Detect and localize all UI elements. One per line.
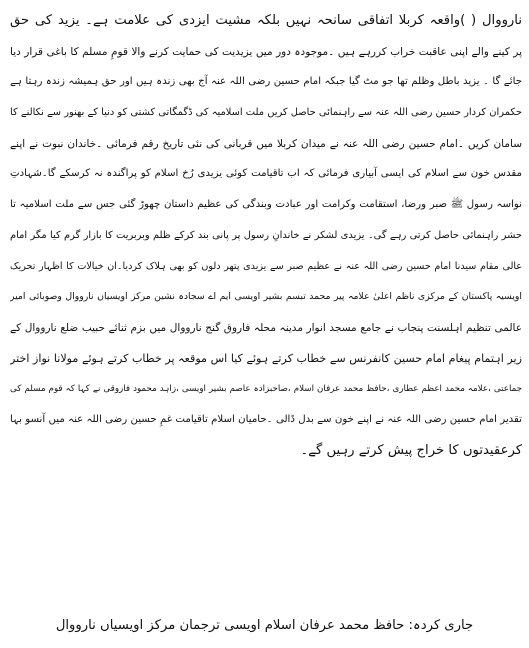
text-line: جائے گا ۔ یزید باطل وظلم تھا جو مٹ گیا جبکہ امام حسین رضی اللہ عنہ آج بھی زندہ ہیں اور حق ہمیشہ زندہ رہتا ہے (10, 76, 522, 88)
article-body (10, 6, 522, 466)
text-line: عالی مقام سیدنا امام حسین رضی اللہ عنہ نے عظیم صبر سے یزیدی پتھر دلوں کو بھی ہلاک کردیا۔ان خیالات کا اظہار تحریک (10, 260, 522, 272)
text-line: نواسہ رسول ﷺ صبر ورضا، استقامت وکرامت اور عبادت وبندگی کی عظیم داستان چھوڑ گئی جس سے ملت اسلامیہ تا (10, 199, 522, 211)
text-line: پر کینے والے اپنی عاقبت خراب کررہے ہیں ۔موجودہ دور میں یزیدیت کی حمایت کرنے والا قومِ مسلم کا باغی قرار دیا (10, 45, 522, 58)
text-line-last: کرعقیدتوں کا خراج پیش کرتے رہیں گے۔ (300, 442, 522, 458)
text-line: عالمی تنظیم اہلسنت پنجاب نے جامع مسجد انوار مدینہ محلہ فاروق گنج نارووال میں بزم ثنائے حبیب ضلع نارووال کے (10, 321, 522, 334)
text-line: تقدیر امام حسین رضی اللہ عنہ نے اپنے خون سے بدل ڈالی ۔حامیان اسلام تاقیامت غمِ حسین رضی اللہ عنہ میں آنسو بہا (10, 413, 522, 425)
text-line: مقدس خون سے اسلام کی ایسی آبیاری فرمائی کہ اب تاقیامت کوئی یزیدی رُخ اسلام کو پراگندہ نہ کرسکے گا۔شہادتِ (10, 168, 522, 180)
text-line: نارووال ( )واقعہ کربلا اتفاقی سانحہ نہیں بلکہ مشیت ایزدی کی علامت ہے۔ یزید کی حق (10, 13, 522, 28)
issued-by-footer: جاری کردہ: حافظ محمد عرفان اسلام اویسی ترجمان مرکز اویسیاں نارووال (55, 618, 474, 633)
text-line: زیر اہتمام پیغام امام حسین کانفرنس سے خطاب کرتے ہوئے کیا اس موقعہ پر خطاب کرتے ہوئے مولانا نواز اختر (10, 351, 522, 365)
text-line: حکمران کردار حسین رضی اللہ عنہ سے راہنمائی حاصل کریں ملت اسلامیہ کی ڈگمگاتی کشتی کو دنیا کے بھنور سے نکالنے کا (10, 107, 522, 119)
text-line: اویسیہ پاکستان کے مرکزی ناظم اعلیٰ علامہ پیر محمد تبسم بشیر اویسی ایم اے سجادہ نشین مرکز اویسیاں نارووال وصوبائی امیر (10, 291, 522, 303)
text-line: جماعتی ،علامہ محمد اعظم عطاری ،حافظ محمد عرفان اسلام ،صاحبزادہ عاصم بشیر اویسی ،زاہد محمود فاروقی نے کہا کہ قوم مسلم کی (10, 384, 522, 395)
text-line: سامان کریں ۔امام حسین رضی اللہ عنہ نے میدان کربلا میں قربانی کی نئی تاریخ رقم فرمائی ۔خاندان نبوت نے اپنے (10, 137, 522, 150)
text-line: حشر راہنمائی حاصل کرتی رہے گی۔ یزیدی لشکر نے خاندانِ رسول پر پانی بند کرکے ظلم وبربریت کا بازار گرم کیا مگر امام (10, 229, 522, 241)
